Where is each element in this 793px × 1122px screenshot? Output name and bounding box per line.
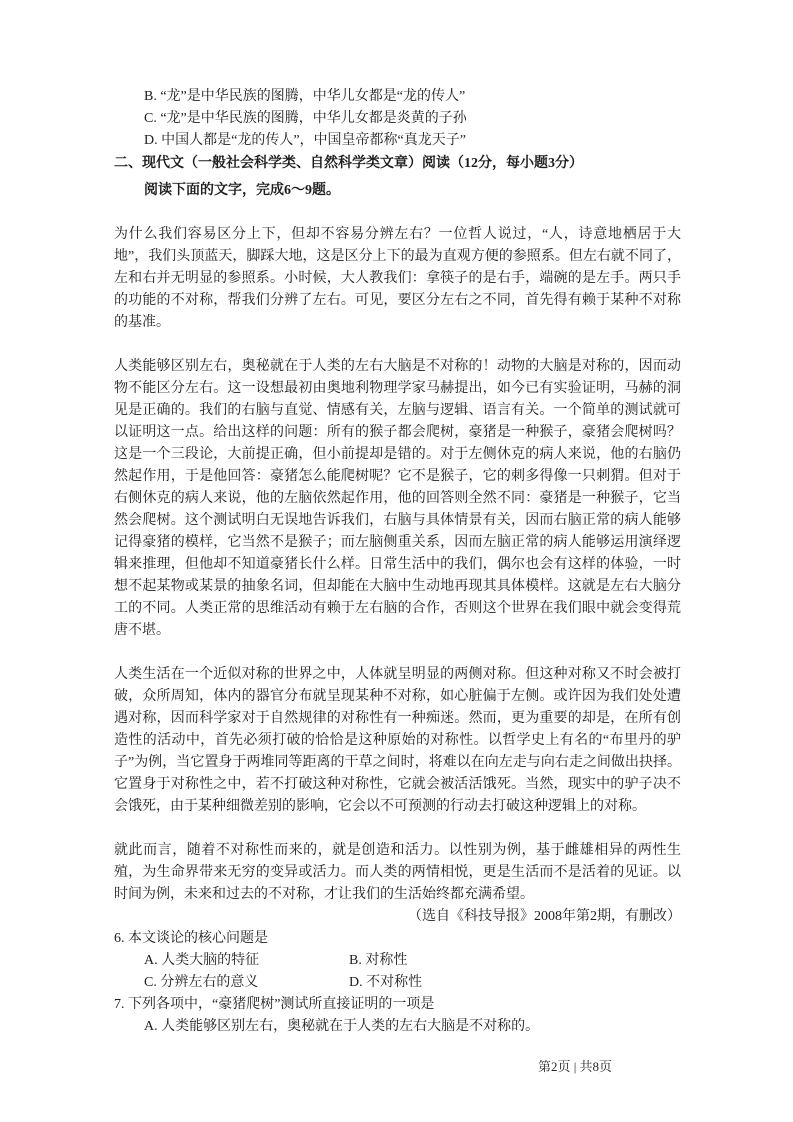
- passage-paragraph-4: 就此而言，随着不对称性而来的，就是创造和活力。以性别为例，基于雌雄相异的两性生殖，为生命界带来无穷的变异或活力。而人类的两情相悦，更是生活而不是活着的见证。以时间为例，未来和过去的不对称，才让我们的生活始终都充满希望。: [114, 843, 681, 902]
- question-7-stem: 7. 下列各项中，“豪猪爬树”测试所直接证明的一项是: [114, 997, 435, 1012]
- question-6-options: [114, 950, 681, 994]
- passage-paragraph-3: 人类生活在一个近似对称的世界之中，人体就呈明显的两侧对称。但这种对称又不时会被打破，众所周知，体内的器官分布就呈现某种不对称，如心脏偏于左侧。或许因为我们处处遭遇对称，因而科学家对于自然规律的对称性有一种痴迷。然而，更为重要的却是，在所有创造性的活动中，首先必须打破的恰恰是这种原始的对称性。以哲学史上有名的“布里丹的驴子”为例，当它置身于两堆同等距离的干草之间时，将难以在向左走与向右走之间做出抉择。它置身于对称性之中，若不打破这种对称性，它就会被活活饿死。当然，现实中的驴子决不会饿死，由于某种细微差别的影响，它会以不可预测的行动去打破这种逻辑上的对称。: [114, 667, 681, 814]
- question-6-stem: 6. 本文谈论的核心问题是: [114, 931, 268, 946]
- question-7-option-a: A. 人类能够区别左右，奥秘就在于人类的左右大脑是不对称的。: [144, 1019, 540, 1034]
- prev-question-option-d: D. 中国人都是“龙的传人”，中国皇帝都称“真龙天子”: [144, 133, 466, 148]
- passage-paragraph-2: 人类能够区别左右，奥秘就在于人类的左右大脑是不对称的！动物的大脑是对称的，因而动物不能区分左右。这一设想最初由奥地利物理学家马赫提出，如今已有实验证明，马赫的洞见是正确的。我们的右脑与直觉、情感有关，左脑与逻辑、语言有关。一个简单的测试就可以证明这一点。给出这样的问题：所有的猴子都会爬树，豪猪是一种猴子，豪猪会爬树吗？这是一个三段论，大前提正确，但小前提却是错的。对于左侧休克的病人来说，他的右脑仍然起作用，于是他回答：豪猪怎么能爬树呢？它不是猴子，它的刺多得像一只刺猬。但对于右侧休克的病人来说，他的左脑依然起作用，他的回答则全然不同：豪猪是一种猴子，它当然会爬树。这个测试明白无误地告诉我们，右脑与具体情景有关，因而右脑正常的病人能够记得豪猪的模样，它当然不是猴子；而左脑侧重关系，因而左脑正常的病人能够运用演绎逻辑来推理，但他却不知道豪猪长什么样。日常生活中的我们，偶尔也会有这样的体验，一时想不起某物或某景的抽象名词，但却能在大脑中生动地再现其具体模样。这就是左右大脑分工的不同。人类正常的思维活动有赖于左右脑的合作，否则这个世界在我们眼中就会变得荒唐不堪。: [114, 359, 681, 638]
- question-6-option-b: B. 对称性: [349, 953, 408, 968]
- passage-paragraph-1: 为什么我们容易区分上下，但却不容易分辨左右？一位哲人说过，“人，诗意地栖居于大地”，我们头顶蓝天，脚踩大地，这是区分上下的最为直观方便的参照系。但左右就不同了，左和右并无明显的参照系。小时候，大人教我们：拿筷子的是右手，端碗的是左手。两只手的功能的不对称，帮我们分辨了左右。可见，要区分左右之不同，首先得有赖于某种不对称的基准。: [114, 227, 681, 330]
- prev-question-option-b: B. “龙”是中华民族的图腾，中华儿女都是“龙的传人”: [144, 89, 466, 104]
- page-footer: 第2页 | 共8页: [537, 1059, 613, 1074]
- passage-source: （选自《科技导报》2008年第2期，有删改）: [408, 909, 681, 924]
- page-content: [114, 86, 681, 1038]
- reading-instruction: 阅读下面的文字，完成6～9题。: [144, 183, 340, 198]
- section-heading: 二、现代文（一般社会科学类、自然科学类文章）阅读（12分，每小题3分）: [114, 156, 583, 171]
- question-6-option-d: D. 不对称性: [349, 975, 423, 990]
- prev-question-option-c: C. “龙”是中华民族的图腾，中华儿女都是炎黄的子孙: [144, 111, 467, 126]
- question-6-option-c: C. 分辨左右的意义: [144, 975, 259, 990]
- question-6-option-a: A. 人类大脑的特征: [144, 953, 260, 968]
